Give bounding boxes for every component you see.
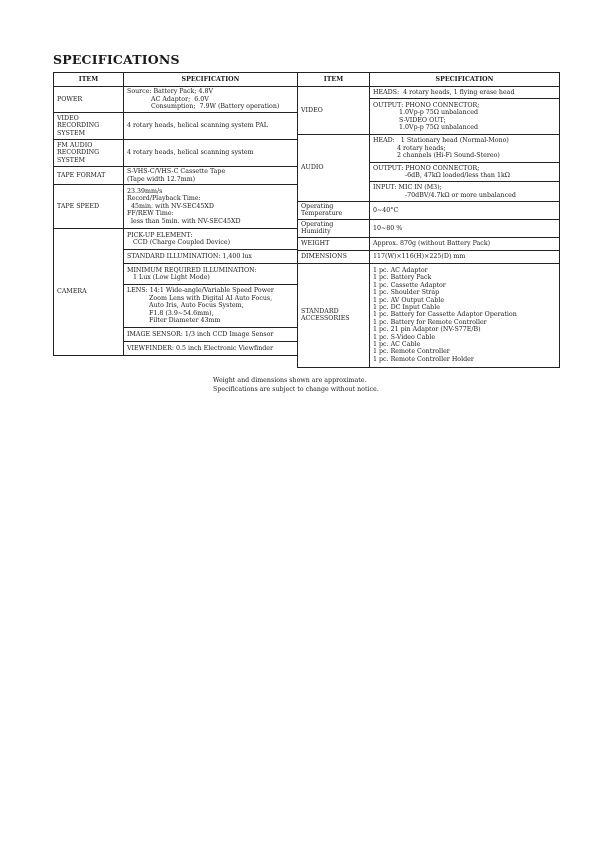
spec-weight: Approx. 870g (without Battery Pack) xyxy=(370,237,560,250)
page-title: SPECIFICATIONS xyxy=(53,52,180,67)
spec-viewfinder: VIEWFINDER: 0.5 inch Electronic Viewfinder xyxy=(124,342,298,356)
spec-fm-audio: 4 rotary heads, helical scanning system xyxy=(124,140,298,167)
spec-audio-output: OUTPUT: PHONO CONNECTOR; -6dB, 47kΩ loaded/less than 1kΩ xyxy=(370,163,560,182)
spec-standard-illumination: STANDARD ILLUMINATION: 1,400 lux xyxy=(124,250,298,264)
footnote-weight: Weight and dimensions shown are approximate. xyxy=(213,377,367,384)
spec-audio-input: INPUT: MIC IN (M3); -70dBV/4.7kΩ or more unbalanced xyxy=(370,182,560,202)
spec-tape-speed: 23.39mm/s Record/Playback Time: 45min. with NV-SEC45XD FF/REW Time: less than 5min. with NV-SEC45XD xyxy=(124,185,298,229)
spec-video-output: OUTPUT: PHONO CONNECTOR; 1.0Vp-p 75Ω unbalanced S-VIDEO OUT; 1.0Vp-p 75Ω unbalanced xyxy=(370,99,560,135)
item-audio: AUDIO xyxy=(298,135,370,202)
item-operating-humidity: Operating Humidity xyxy=(298,219,370,237)
spec-video-recording: 4 rotary heads, helical scanning system PAL xyxy=(124,113,298,140)
item-operating-temperature: Operating Temperature xyxy=(298,202,370,220)
item-tape-format: TAPE FORMAT xyxy=(54,167,124,185)
item-video-recording: VIDEO RECORDING SYSTEM xyxy=(54,113,124,140)
item-camera: CAMERA xyxy=(54,229,124,356)
spec-pickup-element: PICK-UP ELEMENT: CCD (Charge Coupled Device) xyxy=(124,229,298,250)
column-header-item: ITEM xyxy=(54,73,124,87)
spec-audio-head: HEAD: 1 Stationary head (Normal-Mono) 4 rotary heads; 2 channels (Hi-Fi Sound-Stereo) xyxy=(370,135,560,163)
spec-operating-humidity: 10~80 % xyxy=(370,219,560,237)
spec-standard-accessories: 1 pc. AC Adaptor 1 pc. Battery Pack 1 pc. Cassette Adaptor 1 pc. Shoulder Strap 1 pc. AV Output Cable 1 pc. DC Input Cable 1 pc. Battery for Cassette Adaptor Operation 1 pc. Battery for Remote Controller 1 pc. 21 pin Adaptor (NV-S77E/B) 1 pc. S-Video Cable 1 pc. AC Cable 1 pc. Remote Controller 1 pc. Remote Controller Holder xyxy=(370,263,560,367)
item-standard-accessories: STANDARD ACCESSORIES xyxy=(298,263,370,367)
spec-table-left xyxy=(53,72,298,356)
item-power: POWER xyxy=(54,87,124,113)
item-weight: WEIGHT xyxy=(298,237,370,250)
spec-tape-format: S-VHS-C/VHS-C Cassette Tape (Tape width 12.7mm) xyxy=(124,167,298,185)
spec-power: Source: Battery Pack; 4.8V AC Adaptor; 6.0V Consumption; 7.9W (Battery operation) xyxy=(124,87,298,113)
spec-table-right xyxy=(297,72,560,368)
footnote-specifications: Specifications are subject to change without notice. xyxy=(213,385,379,393)
spec-lens: LENS: 14:1 Wide-angle/Variable Speed Power Zoom Lens with Digital AI Auto Focus, Auto Iris, Auto Focus System, F1.8 (3.9~54.6mm), Filter Diameter 43mm xyxy=(124,285,298,328)
footnotes xyxy=(213,377,379,394)
spec-image-sensor: IMAGE SENSOR: 1/3 inch CCD Image Sensor xyxy=(124,328,298,342)
item-tape-speed: TAPE SPEED xyxy=(54,185,124,229)
column-header-specification: SPECIFICATION xyxy=(370,73,560,87)
spec-minimum-illumination: MINIMUM REQUIRED ILLUMINATION: 1 Lux (Low Light Mode) xyxy=(124,264,298,285)
item-fm-audio: FM AUDIO RECORDING SYSTEM xyxy=(54,140,124,167)
spec-video-heads: HEADS: 4 rotary heads, 1 flying erase head xyxy=(370,87,560,99)
spec-operating-temperature: 0~40°C xyxy=(370,202,560,220)
column-header-specification: SPECIFICATION xyxy=(124,73,298,87)
item-dimensions: DIMENSIONS xyxy=(298,250,370,263)
spec-dimensions: 117(W)×116(H)×225(D) mm xyxy=(370,250,560,263)
column-header-item: ITEM xyxy=(298,73,370,87)
item-video: VIDEO xyxy=(298,87,370,135)
